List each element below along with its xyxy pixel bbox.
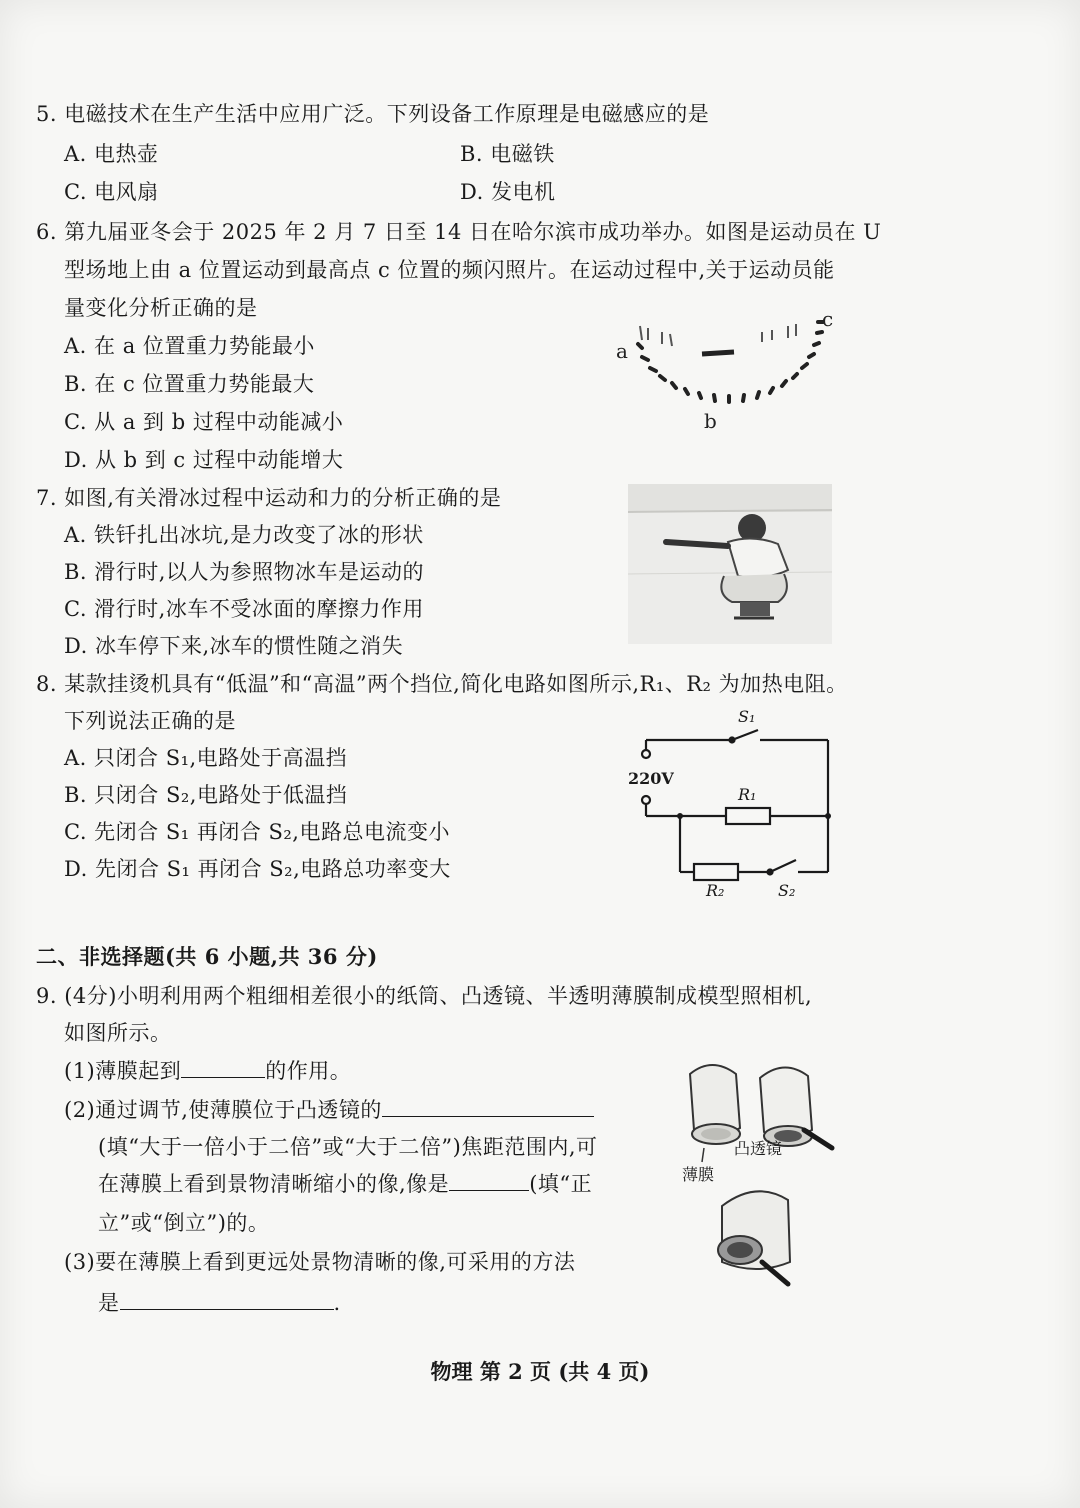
q6-option-c: C. 从 a 到 b 过程中动能减小 bbox=[64, 410, 344, 434]
q6-option-d: D. 从 b 到 c 过程中动能增大 bbox=[64, 448, 344, 472]
q9-stem-line2: 如图所示。 bbox=[64, 1021, 172, 1045]
q8-option-b: B. 只闭合 S₂,电路处于低温挡 bbox=[64, 783, 348, 807]
q9-part2-line3-prefix: 在薄膜上看到景物清晰缩小的像,像是 bbox=[98, 1172, 450, 1196]
q9-part1 bbox=[64, 1055, 351, 1085]
q9-part1-prefix: (1)薄膜起到 bbox=[64, 1059, 182, 1083]
label-s1: S₁ bbox=[738, 707, 756, 726]
q9-part2-line3-suffix: (填“正 bbox=[529, 1172, 593, 1196]
tube-with-film bbox=[690, 1065, 740, 1144]
voltage-label: 220V bbox=[628, 769, 674, 788]
q6-stem-line2: 型场地上由 a 位置运动到最高点 c 位置的频闪照片。在运动过程中,关于运动员能 bbox=[64, 258, 835, 282]
label-s2: S₂ bbox=[778, 881, 796, 900]
q6-option-a: A. 在 a 位置重力势能最小 bbox=[64, 334, 315, 358]
label-lens: 凸透镜 bbox=[734, 1139, 783, 1158]
switch-s1 bbox=[732, 730, 758, 740]
q9-part1-suffix: 的作用。 bbox=[265, 1059, 352, 1083]
q5-option-d: D. 发电机 bbox=[460, 180, 556, 204]
q5-option-a: A. 电热壶 bbox=[64, 142, 159, 166]
q9-part2-line1 bbox=[64, 1094, 594, 1124]
q7-option-a: A. 铁钎扎出冰坑,是力改变了冰的形状 bbox=[64, 523, 424, 547]
label-c: c bbox=[822, 307, 834, 331]
resistor-r2 bbox=[694, 864, 738, 880]
circuit-diagram bbox=[620, 702, 842, 902]
q5-stem: 5. 电磁技术在生产生活中应用广泛。下列设备工作原理是电磁感应的是 bbox=[36, 102, 710, 126]
label-a: a bbox=[616, 339, 628, 363]
q8-stem-line1: 8. 某款挂烫机具有“低温”和“高温”两个挡位,简化电路如图所示,R₁、R₂ 为加热电阻。 bbox=[36, 672, 848, 696]
ice-sled-photo bbox=[628, 484, 832, 644]
q7-stem: 7. 如图,有关滑冰过程中运动和力的分析正确的是 bbox=[36, 486, 502, 510]
q9-part1-blank[interactable] bbox=[181, 1059, 265, 1078]
terminal-top bbox=[642, 750, 650, 758]
label-r2: R₂ bbox=[706, 881, 725, 900]
q9-part3-line1: (3)要在薄膜上看到更远处景物清晰的像,可采用的方法 bbox=[64, 1250, 576, 1274]
q9-part2-line3 bbox=[98, 1168, 592, 1198]
label-b: b bbox=[704, 409, 717, 433]
assembled-camera bbox=[718, 1191, 790, 1284]
q8-option-a: A. 只闭合 S₁,电路处于高温挡 bbox=[64, 746, 348, 770]
resistor-r1 bbox=[726, 808, 770, 824]
q8-option-d: D. 先闭合 S₁ 再闭合 S₂,电路总功率变大 bbox=[64, 857, 451, 881]
q9-part3-prefix: 是 bbox=[98, 1291, 120, 1315]
q9-part3-blank[interactable] bbox=[120, 1291, 334, 1310]
skier-figure bbox=[702, 352, 734, 354]
q5-option-c: C. 电风扇 bbox=[64, 180, 159, 204]
q6-option-b: B. 在 c 位置重力势能最大 bbox=[64, 372, 315, 396]
q7-option-b: B. 滑行时,以人为参照物冰车是运动的 bbox=[64, 560, 424, 584]
q9-part2-blank2[interactable] bbox=[449, 1172, 529, 1191]
paper-tube-camera-figure bbox=[676, 1050, 846, 1292]
q9-stem-line1: 9. (4分)小明利用两个粗细相差很小的纸筒、凸透镜、半透明薄膜制成模型照相机, bbox=[36, 984, 813, 1008]
label-film: 薄膜 bbox=[682, 1165, 715, 1184]
q9-part2-blank1[interactable] bbox=[382, 1098, 594, 1117]
q6-stem-line1: 6. 第九届亚冬会于 2025 年 2 月 7 日至 14 日在哈尔滨市成功举办。如图是运动员在 U bbox=[36, 220, 882, 244]
track-edge-marks bbox=[640, 324, 796, 346]
q7-option-c: C. 滑行时,冰车不受冰面的摩擦力作用 bbox=[64, 597, 424, 621]
tube-with-lens bbox=[760, 1067, 832, 1148]
skater-body bbox=[728, 538, 788, 577]
skater-arm bbox=[666, 542, 728, 546]
section2-title: 二、非选择题(共 6 小题,共 36 分) bbox=[36, 944, 378, 969]
q9-part2-line2: (填“大于一倍小于二倍”或“大于二倍”)焦距范围内,可 bbox=[98, 1135, 598, 1159]
q9-part3-line2 bbox=[98, 1287, 341, 1317]
label-r1: R₁ bbox=[738, 785, 757, 804]
q9-part3-suffix: . bbox=[333, 1291, 341, 1315]
ice-sled bbox=[740, 602, 770, 616]
q6-stem-line3: 量变化分析正确的是 bbox=[64, 296, 258, 320]
switch-s2 bbox=[770, 860, 796, 872]
q8-option-c: C. 先闭合 S₁ 再闭合 S₂,电路总电流变小 bbox=[64, 820, 450, 844]
q7-option-d: D. 冰车停下来,冰车的惯性随之消失 bbox=[64, 634, 404, 658]
terminal-bottom bbox=[642, 796, 650, 804]
q8-stem-line2: 下列说法正确的是 bbox=[64, 709, 236, 733]
u-track-strobe-figure bbox=[612, 296, 842, 436]
q9-part2-prefix: (2)通过调节,使薄膜位于凸透镜的 bbox=[64, 1098, 382, 1122]
page-footer: 物理 第 2 页 (共 4 页) bbox=[430, 1359, 650, 1384]
q9-part2-line4: 立”或“倒立”)的。 bbox=[98, 1211, 270, 1235]
q5-option-b: B. 电磁铁 bbox=[460, 142, 555, 166]
